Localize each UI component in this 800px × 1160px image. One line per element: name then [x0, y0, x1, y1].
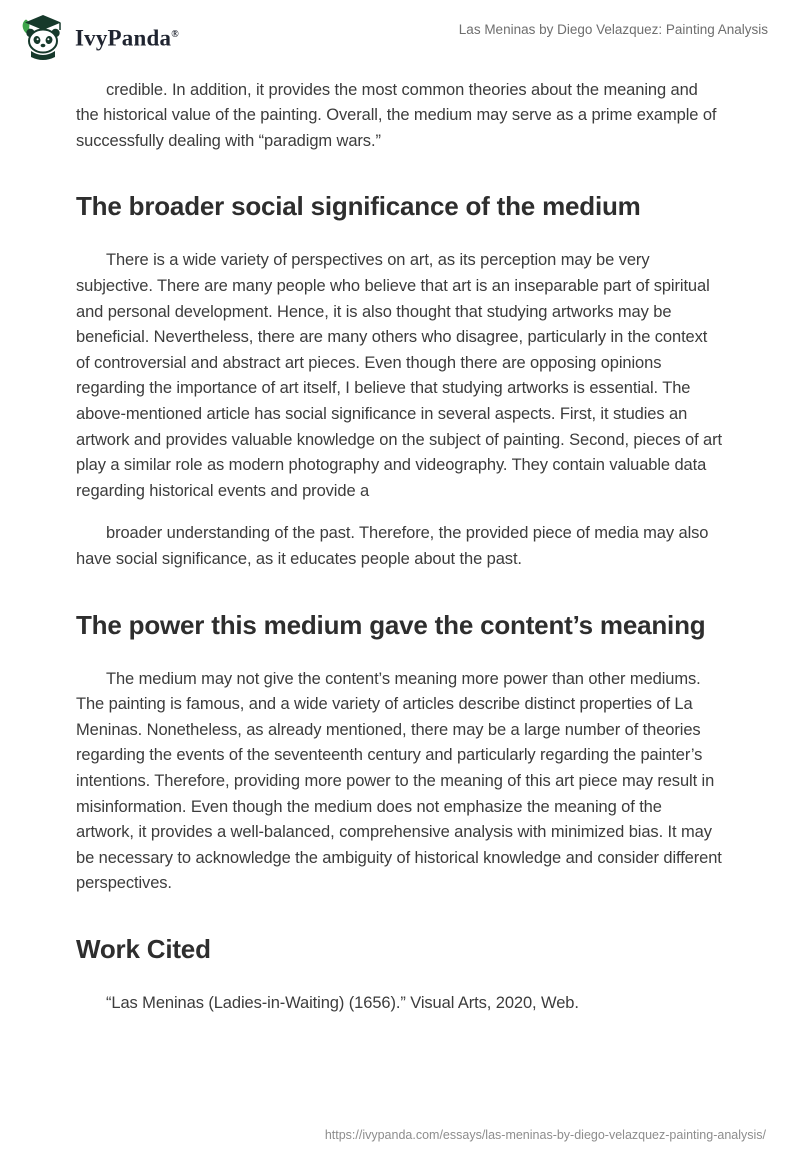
brand: [20, 12, 179, 62]
brand-name: [75, 12, 179, 62]
section-heading-social-significance: The broader social significance of the medium: [76, 191, 641, 222]
paragraph: There is a wide variety of perspectives on art, as its perception may be very subjective. There are many people who believe that art is an inseparable part of spiritual and personal development. Hence, it is also thought that studying artworks may be beneficial. Nevertheless, there are many others who disagree, particularly in the context of controversial and abstract art pieces. Even though there are opposing opinions regarding the importance of art itself, I believe that studying artworks is essential. The above-mentioned article has social significance in several aspects. First, it studies an artwork and provides valuable knowledge on the subject of painting. Second, pieces of art play a similar role as modern photography and videography. They contain valuable data regarding historical events and provide a: [76, 251, 723, 500]
ivypanda-panda-graduate-icon: [20, 14, 66, 60]
paragraph: The medium may not give the content’s meaning more power than other mediums. The painting is famous, and a wide variety of articles describe distinct properties of La Meninas. Nonetheless, as already mentioned, there may be a large number of theories regarding the events of the seventeenth century and particularly regarding the painter’s intentions. Therefore, providing more power to the meaning of this art piece may result in misinformation. Even though the medium does not emphasize the meaning of the artwork, it provides a well-balanced, comprehensive analysis with minimized bias. It may be necessary to acknowledge the ambiguity of historical knowledge and consider different perspectives.: [76, 669, 722, 893]
section-heading-medium-power: The power this medium gave the content’s meaning: [76, 609, 706, 640]
brand-text: IvyPanda: [75, 25, 172, 51]
paragraph: broader understanding of the past. Therefore, the provided piece of media may also have social significance, as it educates people about the past.: [76, 524, 709, 568]
registered-mark: ®: [171, 29, 179, 40]
page-footer: [325, 1126, 766, 1144]
essay-content: [0, 62, 800, 1017]
citation-paragraph: “Las Meninas (Ladies-in-Waiting) (1656).” Visual Arts, 2020, Web.: [106, 993, 579, 1012]
document-title: Las Meninas by Diego Velazquez: Painting Analysis: [458, 22, 768, 37]
section-heading-work-cited: Work Cited: [76, 933, 211, 964]
source-url: https://ivypanda.com/essays/las-meninas-by-diego-velazquez-painting-analysis/: [324, 1128, 766, 1142]
page-header: [0, 0, 800, 62]
lead-paragraph: credible. In addition, it provides the most common theories about the meaning and the historical value of the painting. Overall, the medium may serve as a prime example of successfully dealing with “paradigm wars.”: [76, 80, 717, 150]
